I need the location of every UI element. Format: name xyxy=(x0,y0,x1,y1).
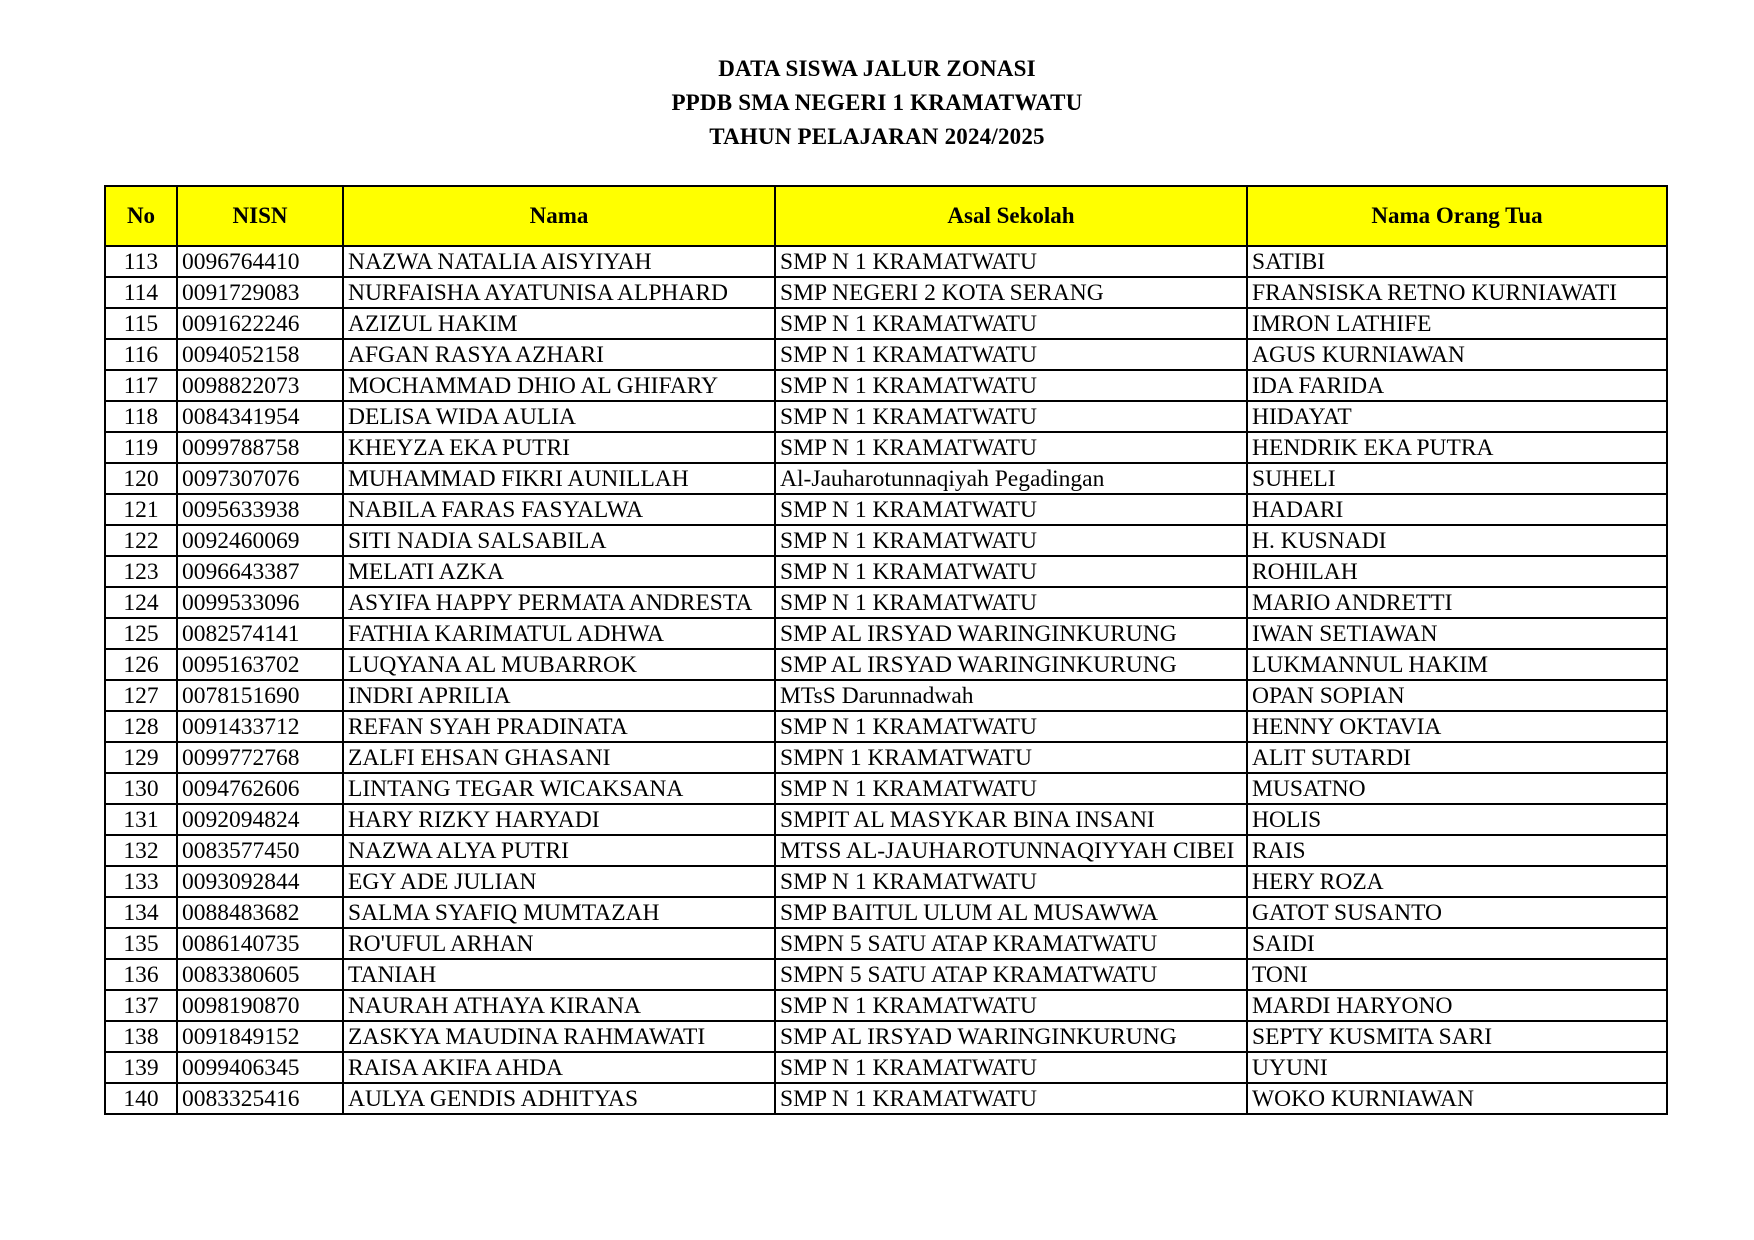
column-header-asal-sekolah: Asal Sekolah xyxy=(775,186,1247,246)
cell-asal-sekolah: SMPN 5 SATU ATAP KRAMATWATU xyxy=(775,928,1247,959)
cell-asal-sekolah: SMP BAITUL ULUM AL MUSAWWA xyxy=(775,897,1247,928)
cell-asal-sekolah: SMP N 1 KRAMATWATU xyxy=(775,556,1247,587)
cell-nama: NAURAH ATHAYA KIRANA xyxy=(343,990,775,1021)
cell-asal-sekolah: SMP NEGERI 2 KOTA SERANG xyxy=(775,277,1247,308)
table-row xyxy=(105,990,1667,1021)
cell-nama: SALMA SYAFIQ MUMTAZAH xyxy=(343,897,775,928)
cell-nama: TANIAH xyxy=(343,959,775,990)
cell-nama: FATHIA KARIMATUL ADHWA xyxy=(343,618,775,649)
cell-nama: ASYIFA HAPPY PERMATA ANDRESTA xyxy=(343,587,775,618)
cell-nisn: 0083325416 xyxy=(177,1083,343,1114)
cell-nisn: 0096643387 xyxy=(177,556,343,587)
cell-asal-sekolah: SMPIT AL MASYKAR BINA INSANI xyxy=(775,804,1247,835)
table-row xyxy=(105,432,1667,463)
cell-nama-orang-tua: ROHILAH xyxy=(1247,556,1667,587)
cell-asal-sekolah: MTsS Darunnadwah xyxy=(775,680,1247,711)
cell-no: 128 xyxy=(105,711,177,742)
table-row xyxy=(105,556,1667,587)
column-header-nama: Nama xyxy=(343,186,775,246)
cell-nama: NABILA FARAS FASYALWA xyxy=(343,494,775,525)
cell-nama: KHEYZA EKA PUTRI xyxy=(343,432,775,463)
cell-nama-orang-tua: MARDI HARYONO xyxy=(1247,990,1667,1021)
table-row xyxy=(105,494,1667,525)
cell-nama-orang-tua: MUSATNO xyxy=(1247,773,1667,804)
cell-nama-orang-tua: OPAN SOPIAN xyxy=(1247,680,1667,711)
table-row xyxy=(105,370,1667,401)
cell-nama-orang-tua: IWAN SETIAWAN xyxy=(1247,618,1667,649)
cell-nisn: 0091729083 xyxy=(177,277,343,308)
cell-nama-orang-tua: SAIDI xyxy=(1247,928,1667,959)
document-subtitle: PPDB SMA NEGERI 1 KRAMATWATU xyxy=(671,90,1083,115)
table-row xyxy=(105,711,1667,742)
cell-no: 131 xyxy=(105,804,177,835)
cell-no: 117 xyxy=(105,370,177,401)
table-row xyxy=(105,897,1667,928)
table-row xyxy=(105,649,1667,680)
cell-nama-orang-tua: SATIBI xyxy=(1247,246,1667,277)
cell-nama: NAZWA NATALIA AISYIYAH xyxy=(343,246,775,277)
column-header-no: No xyxy=(105,186,177,246)
cell-no: 116 xyxy=(105,339,177,370)
cell-no: 138 xyxy=(105,1021,177,1052)
cell-no: 123 xyxy=(105,556,177,587)
cell-no: 130 xyxy=(105,773,177,804)
cell-asal-sekolah: SMP AL IRSYAD WARINGINKURUNG xyxy=(775,618,1247,649)
cell-asal-sekolah: SMP N 1 KRAMATWATU xyxy=(775,370,1247,401)
table-row xyxy=(105,835,1667,866)
cell-asal-sekolah: Al-Jauharotunnaqiyah Pegadingan xyxy=(775,463,1247,494)
cell-nisn: 0094762606 xyxy=(177,773,343,804)
cell-nama-orang-tua: WOKO KURNIAWAN xyxy=(1247,1083,1667,1114)
cell-nisn: 0092094824 xyxy=(177,804,343,835)
table-row xyxy=(105,246,1667,277)
cell-nisn: 0092460069 xyxy=(177,525,343,556)
cell-nama: NAZWA ALYA PUTRI xyxy=(343,835,775,866)
cell-asal-sekolah: SMP N 1 KRAMATWATU xyxy=(775,1083,1247,1114)
cell-nisn: 0095633938 xyxy=(177,494,343,525)
table-row xyxy=(105,618,1667,649)
cell-no: 127 xyxy=(105,680,177,711)
cell-asal-sekolah: SMP N 1 KRAMATWATU xyxy=(775,525,1247,556)
cell-nama: NURFAISHA AYATUNISA ALPHARD xyxy=(343,277,775,308)
table-row xyxy=(105,1083,1667,1114)
cell-asal-sekolah: SMPN 5 SATU ATAP KRAMATWATU xyxy=(775,959,1247,990)
cell-no: 121 xyxy=(105,494,177,525)
cell-nama: RAISA AKIFA AHDA xyxy=(343,1052,775,1083)
table-row xyxy=(105,1021,1667,1052)
cell-asal-sekolah: SMP N 1 KRAMATWATU xyxy=(775,866,1247,897)
cell-nisn: 0091849152 xyxy=(177,1021,343,1052)
cell-nama: AZIZUL HAKIM xyxy=(343,308,775,339)
cell-no: 113 xyxy=(105,246,177,277)
cell-nama-orang-tua: RAIS xyxy=(1247,835,1667,866)
cell-nisn: 0099788758 xyxy=(177,432,343,463)
cell-no: 139 xyxy=(105,1052,177,1083)
cell-asal-sekolah: SMP N 1 KRAMATWATU xyxy=(775,990,1247,1021)
cell-nama-orang-tua: MARIO ANDRETTI xyxy=(1247,587,1667,618)
cell-nama: HARY RIZKY HARYADI xyxy=(343,804,775,835)
cell-nisn: 0091433712 xyxy=(177,711,343,742)
cell-no: 119 xyxy=(105,432,177,463)
cell-nama: REFAN SYAH PRADINATA xyxy=(343,711,775,742)
cell-nama-orang-tua: HENDRIK EKA PUTRA xyxy=(1247,432,1667,463)
document-year: TAHUN PELAJARAN 2024/2025 xyxy=(709,124,1045,149)
cell-nisn: 0099533096 xyxy=(177,587,343,618)
cell-nama: RO'UFUL ARHAN xyxy=(343,928,775,959)
cell-nama: DELISA WIDA AULIA xyxy=(343,401,775,432)
cell-no: 120 xyxy=(105,463,177,494)
cell-nama-orang-tua: SEPTY KUSMITA SARI xyxy=(1247,1021,1667,1052)
cell-nama-orang-tua: IDA FARIDA xyxy=(1247,370,1667,401)
cell-nama-orang-tua: HOLIS xyxy=(1247,804,1667,835)
table-row xyxy=(105,587,1667,618)
table-row xyxy=(105,525,1667,556)
cell-nisn: 0097307076 xyxy=(177,463,343,494)
cell-nisn: 0093092844 xyxy=(177,866,343,897)
document-header xyxy=(0,52,1754,154)
cell-asal-sekolah: SMP N 1 KRAMATWATU xyxy=(775,308,1247,339)
cell-nama: ZASKYA MAUDINA RAHMAWATI xyxy=(343,1021,775,1052)
table-row xyxy=(105,959,1667,990)
cell-nisn: 0094052158 xyxy=(177,339,343,370)
cell-asal-sekolah: SMP N 1 KRAMATWATU xyxy=(775,587,1247,618)
cell-nisn: 0086140735 xyxy=(177,928,343,959)
cell-nisn: 0098190870 xyxy=(177,990,343,1021)
cell-nama: MUHAMMAD FIKRI AUNILLAH xyxy=(343,463,775,494)
cell-asal-sekolah: MTSS AL-JAUHAROTUNNAQIYYAH CIBEI xyxy=(775,835,1247,866)
cell-asal-sekolah: SMP N 1 KRAMATWATU xyxy=(775,432,1247,463)
column-header-nama-orang-tua: Nama Orang Tua xyxy=(1247,186,1667,246)
cell-nama-orang-tua: HERY ROZA xyxy=(1247,866,1667,897)
table-row xyxy=(105,928,1667,959)
cell-nama: INDRI APRILIA xyxy=(343,680,775,711)
cell-nama-orang-tua: HENNY OKTAVIA xyxy=(1247,711,1667,742)
cell-nama: LUQYANA AL MUBARROK xyxy=(343,649,775,680)
cell-nisn: 0098822073 xyxy=(177,370,343,401)
cell-nama-orang-tua: ALIT SUTARDI xyxy=(1247,742,1667,773)
cell-nama-orang-tua: UYUNI xyxy=(1247,1052,1667,1083)
cell-no: 133 xyxy=(105,866,177,897)
cell-nama-orang-tua: IMRON LATHIFE xyxy=(1247,308,1667,339)
cell-nama: AFGAN RASYA AZHARI xyxy=(343,339,775,370)
cell-no: 126 xyxy=(105,649,177,680)
document-title: DATA SISWA JALUR ZONASI xyxy=(718,56,1036,81)
table-row xyxy=(105,339,1667,370)
cell-nama: MELATI AZKA xyxy=(343,556,775,587)
cell-nisn: 0095163702 xyxy=(177,649,343,680)
table-row xyxy=(105,277,1667,308)
cell-asal-sekolah: SMP N 1 KRAMATWATU xyxy=(775,494,1247,525)
cell-asal-sekolah: SMP N 1 KRAMATWATU xyxy=(775,339,1247,370)
table-row xyxy=(105,463,1667,494)
cell-nama-orang-tua: HIDAYAT xyxy=(1247,401,1667,432)
cell-no: 124 xyxy=(105,587,177,618)
cell-no: 132 xyxy=(105,835,177,866)
cell-nisn: 0083380605 xyxy=(177,959,343,990)
cell-nama-orang-tua: AGUS KURNIAWAN xyxy=(1247,339,1667,370)
cell-nama: AULYA GENDIS ADHITYAS xyxy=(343,1083,775,1114)
table-row xyxy=(105,308,1667,339)
cell-nama-orang-tua: FRANSISKA RETNO KURNIAWATI xyxy=(1247,277,1667,308)
cell-nama-orang-tua: HADARI xyxy=(1247,494,1667,525)
cell-nisn: 0083577450 xyxy=(177,835,343,866)
cell-nama-orang-tua: GATOT SUSANTO xyxy=(1247,897,1667,928)
cell-nama: LINTANG TEGAR WICAKSANA xyxy=(343,773,775,804)
cell-asal-sekolah: SMP N 1 KRAMATWATU xyxy=(775,401,1247,432)
cell-no: 115 xyxy=(105,308,177,339)
cell-nama-orang-tua: LUKMANNUL HAKIM xyxy=(1247,649,1667,680)
cell-asal-sekolah: SMP AL IRSYAD WARINGINKURUNG xyxy=(775,649,1247,680)
cell-nama-orang-tua: TONI xyxy=(1247,959,1667,990)
table-row xyxy=(105,680,1667,711)
table-body xyxy=(105,246,1667,1114)
table-row xyxy=(105,866,1667,897)
cell-nisn: 0082574141 xyxy=(177,618,343,649)
table-row xyxy=(105,401,1667,432)
cell-asal-sekolah: SMP N 1 KRAMATWATU xyxy=(775,773,1247,804)
cell-no: 129 xyxy=(105,742,177,773)
cell-no: 137 xyxy=(105,990,177,1021)
cell-asal-sekolah: SMPN 1 KRAMATWATU xyxy=(775,742,1247,773)
cell-nama: ZALFI EHSAN GHASANI xyxy=(343,742,775,773)
table-row xyxy=(105,742,1667,773)
cell-nisn: 0099406345 xyxy=(177,1052,343,1083)
column-header-nisn: NISN xyxy=(177,186,343,246)
cell-no: 140 xyxy=(105,1083,177,1114)
cell-nama: SITI NADIA SALSABILA xyxy=(343,525,775,556)
cell-no: 136 xyxy=(105,959,177,990)
cell-asal-sekolah: SMP N 1 KRAMATWATU xyxy=(775,1052,1247,1083)
cell-nisn: 0099772768 xyxy=(177,742,343,773)
cell-asal-sekolah: SMP N 1 KRAMATWATU xyxy=(775,246,1247,277)
cell-nisn: 0084341954 xyxy=(177,401,343,432)
table-row xyxy=(105,1052,1667,1083)
cell-no: 118 xyxy=(105,401,177,432)
cell-nama-orang-tua: SUHELI xyxy=(1247,463,1667,494)
cell-nisn: 0091622246 xyxy=(177,308,343,339)
table-row xyxy=(105,804,1667,835)
table-header-row xyxy=(105,186,1667,246)
cell-no: 122 xyxy=(105,525,177,556)
cell-no: 134 xyxy=(105,897,177,928)
cell-nama: MOCHAMMAD DHIO AL GHIFARY xyxy=(343,370,775,401)
cell-asal-sekolah: SMP N 1 KRAMATWATU xyxy=(775,711,1247,742)
cell-no: 125 xyxy=(105,618,177,649)
student-table xyxy=(104,185,1668,1115)
cell-nisn: 0078151690 xyxy=(177,680,343,711)
cell-no: 135 xyxy=(105,928,177,959)
cell-nisn: 0096764410 xyxy=(177,246,343,277)
cell-no: 114 xyxy=(105,277,177,308)
cell-asal-sekolah: SMP AL IRSYAD WARINGINKURUNG xyxy=(775,1021,1247,1052)
cell-nama-orang-tua: H. KUSNADI xyxy=(1247,525,1667,556)
table-row xyxy=(105,773,1667,804)
cell-nisn: 0088483682 xyxy=(177,897,343,928)
cell-nama: EGY ADE JULIAN xyxy=(343,866,775,897)
